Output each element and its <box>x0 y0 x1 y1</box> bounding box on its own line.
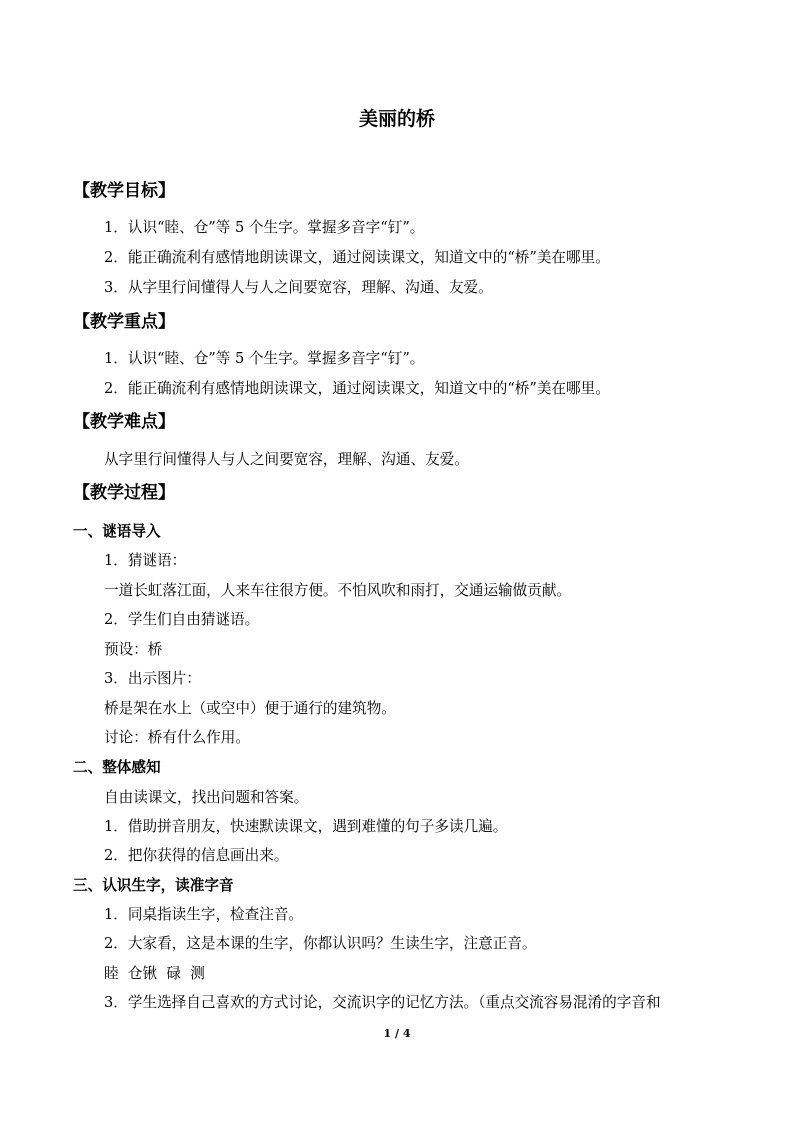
difficulty-text: 从字里行间懂得人与人之间要宽容，理解、沟通、友爱。 <box>104 451 469 468</box>
part1-line: 一道长虹落江面，人来车往很方便。不怕风吹和雨打，交通运输做贡献。 <box>104 582 572 599</box>
part2-line: 1．借助拼音朋友，快速默读课文，遇到难懂的句子多读几遍。 <box>104 818 508 835</box>
heading-key-points: 【教学重点】 <box>73 312 175 332</box>
part1-title: 一、谜语导入 <box>73 523 161 540</box>
part2-line: 2．把你获得的信息画出来。 <box>104 847 289 864</box>
key-point-item-1: 1．认识“睦、仓”等 5 个生字。掌握多音字“钉”。 <box>104 350 425 367</box>
part2-line: 自由读课文，找出问题和答案。 <box>104 789 309 806</box>
goal-item-3: 3．从字里行间懂得人与人之间要宽容，理解、沟通、友爱。 <box>104 279 493 296</box>
heading-teaching-process: 【教学过程】 <box>73 483 175 503</box>
page-title: 美丽的桥 <box>358 108 435 130</box>
part1-line: 预设：桥 <box>104 641 163 658</box>
key-point-item-2: 2．能正确流利有感情地朗读课文，通过阅读课文，知道文中的“桥”美在哪里。 <box>104 380 610 397</box>
part3-line: 2．大家看，这是本课的生字，你都认识吗？生读生字，注意正音。 <box>104 935 537 952</box>
goal-item-2: 2．能正确流利有感情地朗读课文，通过阅读课文，知道文中的“桥”美在哪里。 <box>104 249 610 266</box>
part3-line: 1．同桌指读生字，检查注音。 <box>104 906 304 923</box>
part1-line: 2．学生们自由猜谜语。 <box>104 611 260 628</box>
heading-teaching-goals: 【教学目标】 <box>73 181 175 201</box>
part1-line: 讨论：桥有什么作用。 <box>104 729 250 746</box>
part1-line: 3．出示图片： <box>104 670 201 687</box>
page-number: 1 / 4 <box>383 1027 411 1040</box>
heading-difficulties: 【教学难点】 <box>73 412 175 432</box>
part3-title: 三、认识生字，读准字音 <box>73 877 234 894</box>
goal-item-1: 1．认识“睦、仓”等 5 个生字。掌握多音字“钉”。 <box>104 219 425 236</box>
part3-line: 3．学生选择自己喜欢的方式讨论，交流识字的记忆方法。（重点交流容易混淆的字音和 <box>104 994 661 1011</box>
part2-title: 二、整体感知 <box>73 759 161 776</box>
part3-line: 睦 仓锹 碌 测 <box>104 965 205 982</box>
part1-line: 桥是架在水上（或空中）便于通行的建筑物。 <box>104 700 396 717</box>
part1-line: 1．猜谜语： <box>104 552 187 569</box>
